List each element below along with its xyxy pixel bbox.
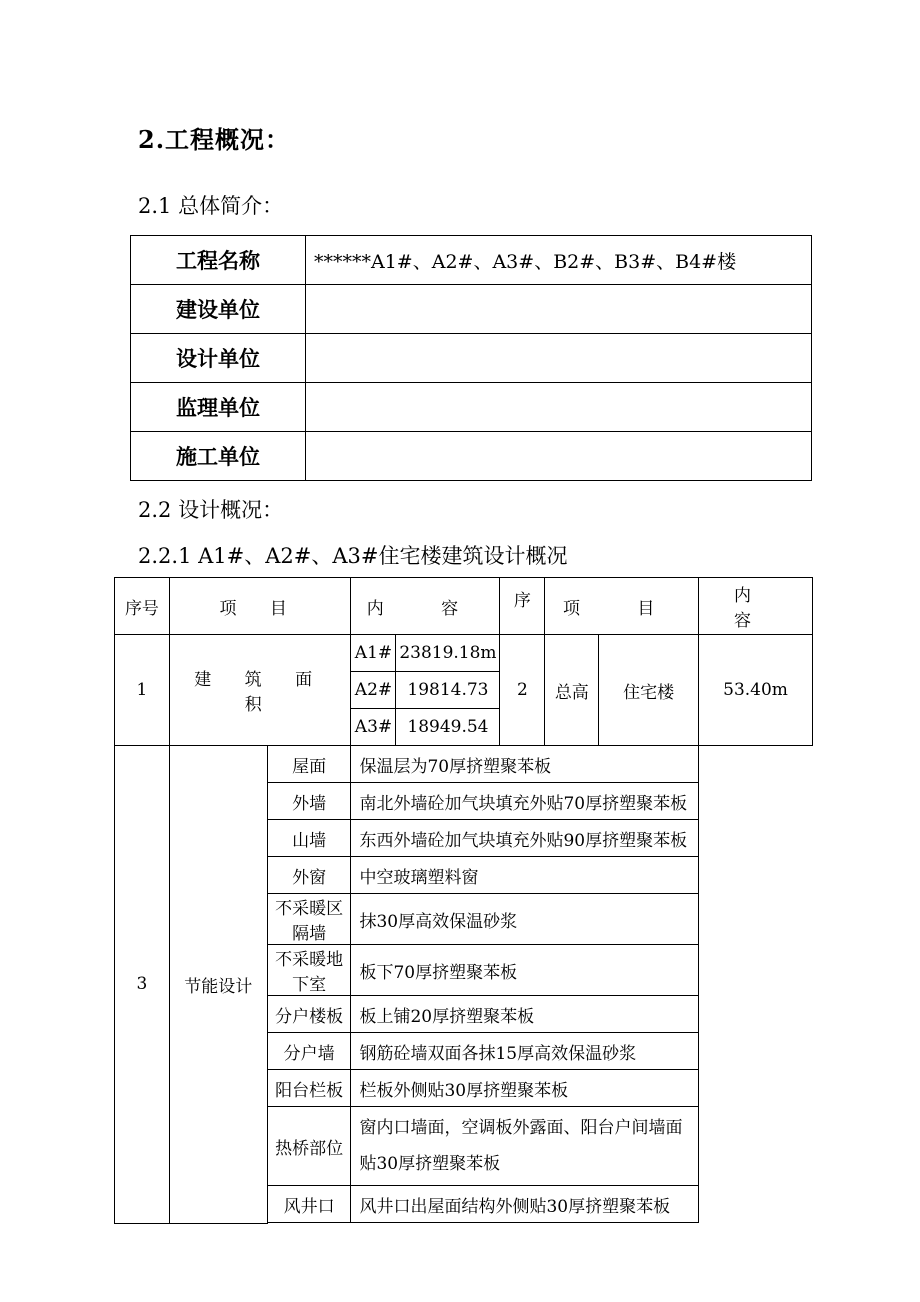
energy-part: 不采暖区隔墙 — [267, 894, 351, 945]
building-label: A1# — [351, 635, 396, 672]
row-value: ******A1#、A2#、A3#、B2#、B3#、B4#楼 — [306, 236, 812, 285]
row-value — [306, 334, 812, 383]
energy-label: 节能设计 — [169, 746, 267, 1224]
energy-desc: 南北外墙砼加气块填充外贴70厚挤塑聚苯板 — [351, 783, 699, 820]
subsection-title-overview: 2.1 总体简介： — [138, 194, 284, 218]
design-table — [114, 577, 813, 1224]
area-value: 23819.18m — [396, 635, 500, 672]
area-value: 18949.54 — [396, 709, 500, 746]
row-label: 设计单位 — [131, 334, 306, 383]
header-seq: 序号 — [115, 578, 170, 635]
header-item2: 项 目 — [545, 578, 699, 635]
energy-part: 分户墙 — [267, 1033, 351, 1070]
energy-desc: 栏板外侧贴30厚挤塑聚苯板 — [351, 1070, 699, 1107]
energy-desc: 钢筋砼墙双面各抹15厚高效保温砂浆 — [351, 1033, 699, 1070]
energy-part: 山墙 — [267, 820, 351, 857]
table-row — [131, 236, 812, 285]
energy-desc: 板上铺20厚挤塑聚苯板 — [351, 996, 699, 1033]
row-label: 建设单位 — [131, 285, 306, 334]
energy-desc: 保温层为70厚挤塑聚苯板 — [351, 746, 699, 783]
energy-desc: 窗内口墙面，空调板外露面、阳台户间墙面贴30厚挤塑聚苯板 — [351, 1107, 699, 1186]
subsection-title-building: 2.2.1 A1#、A2#、A3#住宅楼建筑设计概况 — [138, 544, 568, 568]
row-seq: 1 — [115, 635, 170, 746]
energy-part: 热桥部位 — [267, 1107, 351, 1186]
header-content2: 内 容 — [699, 578, 813, 635]
section-title: 2.工程概况： — [138, 125, 291, 154]
table-row — [131, 285, 812, 334]
building-label: A2# — [351, 672, 396, 709]
area-label: 建 筑 面 积 — [169, 635, 351, 746]
table-row — [115, 635, 813, 672]
energy-part: 阳台栏板 — [267, 1070, 351, 1107]
height-sublabel: 住宅楼 — [599, 635, 699, 746]
row-seq: 3 — [115, 746, 170, 1224]
header-seq2: 序 — [500, 578, 545, 635]
row-label: 施工单位 — [131, 432, 306, 481]
row-value — [306, 383, 812, 432]
row-seq2: 2 — [500, 635, 545, 746]
row-value — [306, 432, 812, 481]
table-row — [131, 334, 812, 383]
energy-desc: 风井口出屋面结构外侧贴30厚挤塑聚苯板 — [351, 1186, 699, 1223]
energy-part: 外窗 — [267, 857, 351, 894]
energy-desc: 板下70厚挤塑聚苯板 — [351, 945, 699, 996]
overview-table — [130, 235, 812, 481]
height-label: 总高 — [545, 635, 599, 746]
energy-part: 外墙 — [267, 783, 351, 820]
table-header-row — [115, 578, 813, 635]
blank-cell — [699, 746, 813, 1224]
energy-part: 屋面 — [267, 746, 351, 783]
energy-part: 不采暖地下室 — [267, 945, 351, 996]
table-row — [115, 746, 813, 783]
table-row — [131, 432, 812, 481]
energy-desc: 抹30厚高效保温砂浆 — [351, 894, 699, 945]
table-row — [131, 383, 812, 432]
building-label: A3# — [351, 709, 396, 746]
header-item: 项 目 — [169, 578, 351, 635]
row-value — [306, 285, 812, 334]
energy-desc: 中空玻璃塑料窗 — [351, 857, 699, 894]
energy-part: 风井口 — [267, 1186, 351, 1223]
height-value: 53.40m — [699, 635, 813, 746]
row-label: 监理单位 — [131, 383, 306, 432]
energy-part: 分户楼板 — [267, 996, 351, 1033]
area-value: 19814.73 — [396, 672, 500, 709]
row-label: 工程名称 — [131, 236, 306, 285]
header-content: 内 容 — [351, 578, 500, 635]
energy-desc: 东西外墙砼加气块填充外贴90厚挤塑聚苯板 — [351, 820, 699, 857]
subsection-title-design: 2.2 设计概况： — [138, 498, 284, 522]
